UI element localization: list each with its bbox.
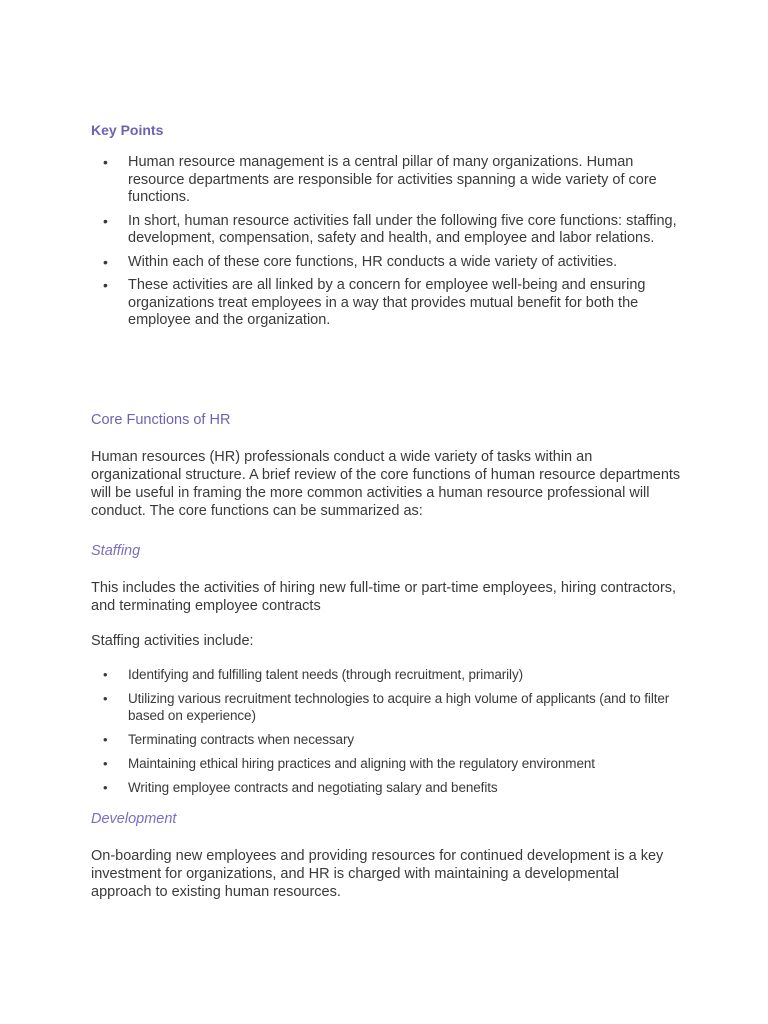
staffing-activities-label: Staffing activities include: [91,633,254,649]
key-points-list [91,154,691,336]
staffing-description: This includes the activities of hiring new full-time or part-time employees, hiring contractors, and terminating employee contracts [91,580,677,614]
list-item: • Within each of these core functions, HR conducts a wide variety of activities. [91,254,691,272]
staffing-activities-list [91,667,691,804]
staffing-heading: Staffing [91,543,141,559]
list-item: • Writing employee contracts and negotiating salary and benefits [91,780,691,797]
core-functions-intro: Human resources (HR) professionals conduct a wide variety of tasks within an organizational structure. A brief review of the core functions of human resource departments will be useful in framing the more common activities a human resource professional will conduct. The core functions can be summarized as: [91,449,681,519]
development-description: On-boarding new employees and providing resources for continued development is a key investment for organizations, and HR is charged with maintaining a developmental approach to existing human resources. [91,848,664,900]
key-points-heading: Key Points [91,122,164,138]
list-item: • Terminating contracts when necessary [91,732,691,749]
list-item: • In short, human resource activities fall under the following five core functions: staffing, development, compensation, safety and health, and employee and labor relations. [91,213,691,248]
core-functions-heading: Core Functions of HR [91,412,231,428]
list-item: • Identifying and fulfilling talent needs (through recruitment, primarily) [91,667,691,684]
list-item: • Maintaining ethical hiring practices and aligning with the regulatory environment [91,756,691,773]
list-item: • Utilizing various recruitment technologies to acquire a high volume of applicants (and to filter based on experience) [91,691,691,724]
development-heading: Development [91,811,177,827]
list-item: • Human resource management is a central pillar of many organizations. Human resource departments are responsible for activities spanning a wide variety of core functions. [91,154,691,207]
list-item: • These activities are all linked by a concern for employee well-being and ensuring organizations treat employees in a way that provides mutual benefit for both the employee and the organization. [91,277,691,330]
